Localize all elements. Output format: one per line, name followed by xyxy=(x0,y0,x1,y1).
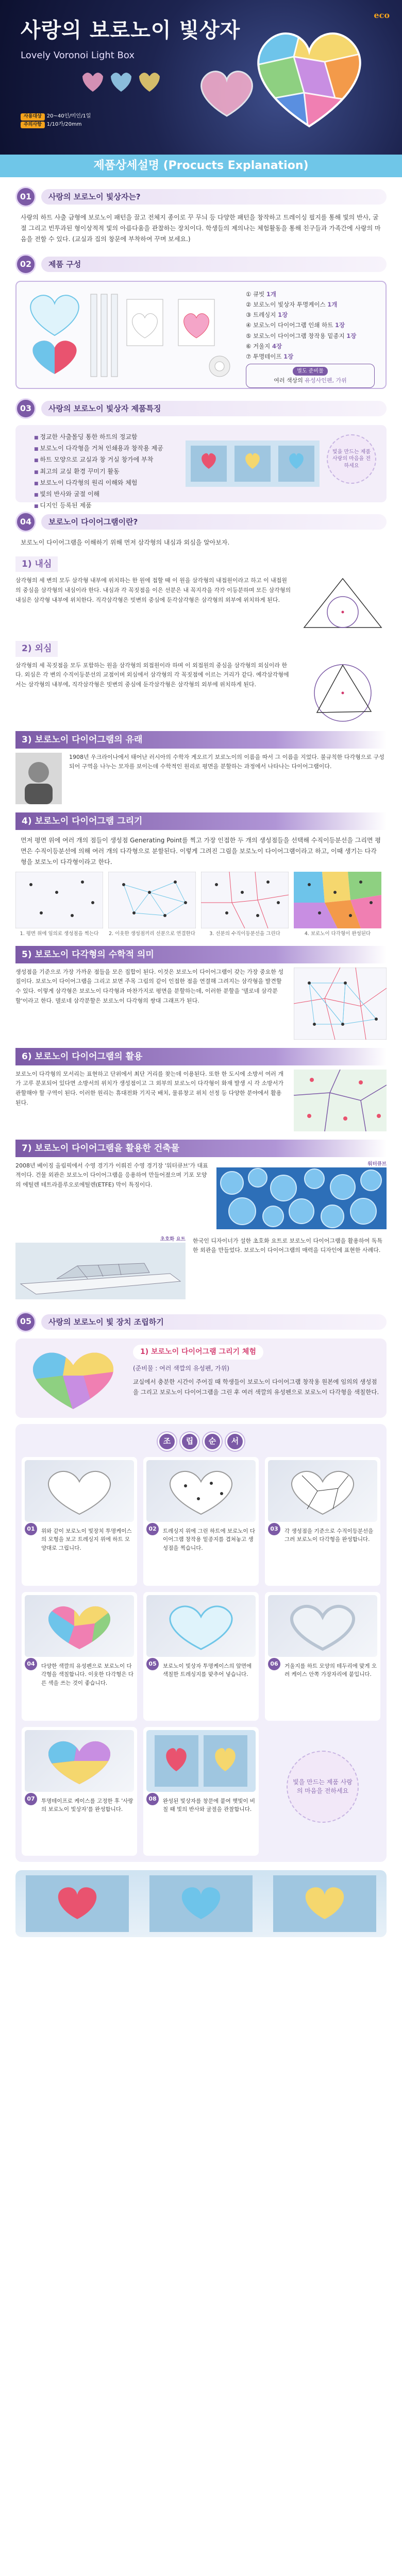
spec-tag: 사용대상 xyxy=(21,113,45,121)
spec-tag: 주의사항 xyxy=(21,122,45,129)
section-assembly xyxy=(15,1312,387,1937)
drawing-text: 먼저 평면 위에 여러 개의 점들이 생성점 Generating Point를 찍고 가장 인접한 두 개의 생성점들을 선택해 수직이등분선을 그리면 평면은 수직이등분선에 의해 여러 개의 다각형으로 분할된다. 이렇게 그려진 그림을 보로노이 다이어그램이라고 하고, 이때 생기는 다각형을 보로노이 다각형이라고 한다. xyxy=(21,836,381,866)
drawing-step-2: 2. 이웃한 생성점끼리 선분으로 연결한다 xyxy=(108,872,196,938)
incenter-heading: 1) 내심 xyxy=(15,556,58,572)
circumcenter-heading: 2) 외심 xyxy=(15,641,58,656)
section-features xyxy=(15,398,387,510)
yacht-photo xyxy=(15,1243,186,1299)
drawing-step-3: 3. 선분의 수직이등분선을 그린다 xyxy=(201,872,289,938)
map-diagram xyxy=(294,1070,387,1131)
application-text: 보로노이 다각형의 모서리는 표현하고 단위에서 최단 거리를 찾는데 이용된다. 또한 한 도시에 소방서 여러 개가 고루 분포되어 있다면 소방서의 위치가 생성점이고 그 외부의 보로노이 다각형이 화재 발생 시 각 소방서가 관할해야 할 구역이 된다. 이러한 원리는 휴대전화 기지국 배치, 물류창고 위치 선정 등 다양한 분야에서 활용된다. xyxy=(15,1070,283,1106)
window-photo-icon xyxy=(186,440,320,487)
application-heading: 6) 보로노이 다이어그램의 활용 xyxy=(15,1048,387,1065)
component-item: ⑦ 투명테이프 1장 xyxy=(246,352,294,360)
feature-item: ■ 빛의 반사와 굴절 이해 xyxy=(34,488,163,500)
section-title: 제품 구성 xyxy=(41,257,387,272)
feature-item: ■ 보로노이 다각형을 거쳐 인쇄용과 창작용 제공 xyxy=(34,443,163,454)
prep-text: 여러 색상의 xyxy=(274,377,303,384)
hero-spec xyxy=(21,112,91,128)
section-number: 01 xyxy=(15,187,36,207)
prep-value: 유성사인펜, 가위 xyxy=(305,377,347,384)
architecture-heading: 7) 보로노이 다이어그램을 활용한 건축물 xyxy=(15,1140,387,1157)
section-title: 사랑의 보로노이 빛상자는? xyxy=(41,189,387,205)
features-list xyxy=(34,431,163,511)
origin-text: 1908년 우크라이나에서 태어난 러시아의 수학자 게오르기 보로노이의 이름을 따서 그 이름을 지었다. 불규칙한 다각형으로 구성되어 구역을 나누는 모자를 보이는데 수학적인 원리로 평면을 분할하는 과정에서 나타나는 다이어그램이다. xyxy=(69,753,384,770)
assembly-step: 01 위와 같이 보로노이 빛장치 투명케이스의 모형을 보고 트레싱지 위에 하트 모양대로 그립니다. xyxy=(22,1457,137,1586)
assembly-step: 03 각 생성점을 기준으로 수직이등분선을 그려 보로노이 다각형을 완성합니다. xyxy=(265,1457,380,1586)
component-item: ⑤ 보로노이 다이어그램 창작용 밑종지 1장 xyxy=(246,332,357,340)
meaning-text: 생성점을 기준으로 가장 가까운 점들을 모은 집합이 된다. 이것은 보로노이 다이어그램이 갖는 가장 중요한 성질이다. 보로노이 다이어그램을 그리고 보면 주목 그림의 같이 인접한 점을 연결해 그려지는 삼각형을 발견할 수 있다. 이렇게 삼각형은 보로노이 다각형과 마찬가지로 평면을 분할하는데, 이러한 분할을 '델로네 삼각분할'이라고 한다. 델로네 삼각분할은 보로노이 다각형의 쌍대 그래프가 된다. xyxy=(15,968,283,1004)
experience-prep: (준비물 : 여러 색깔의 유성펜, 가위) xyxy=(133,1365,229,1372)
window-display-photo xyxy=(15,1870,387,1937)
experience-panel xyxy=(15,1338,387,1418)
section-band: 제품상세설명 (Procucts Explanation) xyxy=(0,155,402,177)
features-panel xyxy=(15,425,387,510)
assembly-step: 05 보로노이 빛상자 투명케이스의 앞면에 색칠한 트레싱지를 맞추어 넣습니다. xyxy=(143,1592,259,1721)
experience-text: 교실에서 충분한 시간이 주어질 때 학생들이 보로노이 다이어그램 창작용 원본에 임의의 생성점을 그리고 보로노이 다이어그램을 그린 후 여러 색깔의 유성펜으로 보로노이 다각형을 색칠한다. xyxy=(133,1378,379,1396)
component-item: ⑥ 거울지 4장 xyxy=(246,342,282,350)
section-number: 03 xyxy=(15,398,36,419)
section-number: 04 xyxy=(15,512,36,532)
yacht: 초호화 요트 xyxy=(15,1236,186,1302)
assembly-step: 07 투명테이프로 케이스를 고정한 후 '사랑의 보로노이 빛상자'를 완성합니다. xyxy=(22,1727,137,1856)
feature-item: ■ 보로노이 다각형의 원리 이해와 체험 xyxy=(34,477,163,488)
feature-item: ■ 디지인 등록된 제품 xyxy=(34,500,163,511)
light-heart-icon xyxy=(196,62,258,124)
intro-text: 사랑의 하트 사출 금형에 보로노이 패턴을 끌고 전체지 종이로 꾸 무늬 등 다양한 패턴을 창작하고 트레이싱 필지를 통해 빛의 반사, 굴절 그리고 빈투과된 형이상적적 빛의 아름다움을 관찰하는 장치이다. 학생들의 제의나는 체험활동을 통해 친구들과 가족간에 사랑의 마음을 전할 수 있다. (교실과 집의 창문에 부착하여 꾸며 보세요.) xyxy=(21,214,381,243)
architecture-text-a: 2008년 베이징 올림픽에서 수영 경기가 이뤄진 수영 경기장 '워터큐브'가 대표적이다. 건물 외관은 보로노이 다이어그램을 응용하여 만들어졌으며 기포 모양의 에틸렌 테트라플루오로에틸렌(ETFE) 막이 특징이다. xyxy=(15,1162,208,1188)
circumcenter-text: 삼각형의 세 꼭짓점을 모두 포함하는 원을 삼각형의 외접원이라 하며 이 외접원의 중심을 삼각형의 외심이라 한다. 외심은 각 변의 수직이등분선의 교점이며 외심에서 삼각형의 각 꼭짓점에 이르는 거리가 같다. 예각삼각형에서는 삼각형의 내부에, 직각삼각형은 빗변의 중심에 둔각삼각형은 삼각형의 외부에 위치하게 된다. xyxy=(15,662,289,688)
assembly-step: 08 완성된 빛상자를 창문에 붙여 햇빛이 비칠 때 빛의 반사와 굴절을 관찰합니다. xyxy=(143,1727,259,1856)
experience-heading: 1) 보로노이 다이어그램 그리기 체험 xyxy=(133,1345,263,1360)
promo-badge-bottom: 빛을 만드는 제품 사랑의 마음을 전하세요 xyxy=(287,1751,359,1823)
section-intro xyxy=(15,187,387,245)
feature-item: ■ 최고의 교실 환경 꾸미기 활동 xyxy=(34,466,163,477)
components-box xyxy=(15,281,387,389)
experience-heart xyxy=(22,1345,125,1412)
incenter-text: 삼각형의 세 변의 모두 삼각형 내부에 위치하는 한 원에 접할 때 이 원을 삼각형의 내접원이라고 하고 이 내접원의 중심을 삼각형의 내심이라 한다. 내심과 각 꼭짓점을 이은 선분은 내 꼭지각을 각각 이등분하며 모든 삼각형의 내심은 삼각형 내부에 위치한다. 직각삼각형은 빗변의 중심에 둔각삼각형은 삼각형의 외부에 위치하게 된다. xyxy=(15,577,291,603)
section-number: 02 xyxy=(15,254,36,275)
circumcenter-diagram xyxy=(299,661,387,723)
voronoi-portrait xyxy=(15,753,62,804)
voronoi-heart-icon xyxy=(247,15,371,139)
assembly-badge-cell xyxy=(265,1727,380,1856)
drawing-step-4: 4. 보로노이 다각형이 완성된다 xyxy=(294,872,381,938)
component-item: ② 보로노이 빛상자 투명케이스 1개 xyxy=(246,301,338,309)
window-display xyxy=(15,1870,387,1937)
prep-label: 별도 준비물 xyxy=(293,367,327,376)
architecture-text-b: 한국인 디자이너가 설한 초호화 요트로 보로노이 다이어그램을 활용하여 독특한 외관을 만들었다. 보로노이 다이어그램의 매력을 디자인에 표현한 사례다. xyxy=(193,1237,383,1254)
voronoi-intro: 보로노이 다이어그램을 이해하기 위해 먼저 삼각형의 내심과 외심을 알아보자. xyxy=(21,539,230,546)
steps-title: 조 립 순 서 xyxy=(22,1432,380,1451)
components-illustration xyxy=(24,289,240,382)
component-item: ① 큐빗 1개 xyxy=(246,291,276,298)
brand-logo[interactable]: eco xyxy=(374,10,390,20)
drawing-step-1: 1. 평면 위에 임의로 생성점을 찍는다 xyxy=(15,872,103,938)
drawing-heading: 4) 보로노이 다이어그램 그리기 xyxy=(15,812,387,830)
spec-line: 1/10가/20mm xyxy=(46,121,82,127)
water-cube-photo xyxy=(216,1167,387,1229)
section-number: 05 xyxy=(15,1312,36,1332)
component-item: ③ 트레싱지 1장 xyxy=(246,311,288,319)
assembly-step: 04 다양한 색깔의 유성펜으로 보로노이 다각형을 색칠합니다. 이웃한 다각형은 다른 색을 쓰는 것이 좋습니다. xyxy=(22,1592,137,1721)
small-hearts-icon xyxy=(72,67,175,98)
meaning-heading: 5) 보로노이 다각형의 수학적 의미 xyxy=(15,946,387,963)
delaunay-diagram xyxy=(294,968,387,1040)
origin-heading: 3) 보로노이 다이어그램의 유래 xyxy=(15,731,387,749)
water-cube: 워터큐브 xyxy=(216,1161,387,1232)
hero-banner xyxy=(0,0,402,155)
spec-line: 20~40인/미인/1일 xyxy=(46,113,91,119)
section-components xyxy=(15,254,387,389)
promo-badge: 빛을 만드는 제품 사랑의 마음을 전하세요 xyxy=(327,434,376,484)
assembly-steps xyxy=(15,1424,387,1862)
incenter-diagram xyxy=(299,576,387,633)
section-voronoi xyxy=(15,512,387,1302)
prep-box xyxy=(246,364,375,388)
component-item: ④ 보로노이 다이어그램 인쇄 하트 1장 xyxy=(246,321,345,329)
assembly-step: 02 트레싱지 위에 그린 하트에 보로노이 다이어그램 창작용 밑종지를 겹쳐놓고 생성점을 찍습니다. xyxy=(143,1457,259,1586)
hero-title: 사랑의 보로노이 빛상자 xyxy=(21,19,241,42)
assembly-step: 06 거울지를 하트 모양의 테두리에 맞게 오려 케이스 안쪽 가장자리에 붙입니다. xyxy=(265,1592,380,1721)
components-list xyxy=(246,289,375,388)
feature-item: ■ 정교한 사출몰딩 통한 하트의 정교함 xyxy=(34,431,163,443)
hero-subtitle: Lovely Voronoi Light Box xyxy=(21,50,135,61)
section-title: 보로노이 다이어그램이란? xyxy=(41,514,387,530)
feature-item: ■ 하트 모양으로 교실과 창 거실 창가에 부착 xyxy=(34,454,163,465)
section-title: 사랑의 보로노이 빛 장치 조립하기 xyxy=(41,1314,387,1330)
section-title: 사랑의 보로노이 빛상자 제품특징 xyxy=(41,401,387,416)
